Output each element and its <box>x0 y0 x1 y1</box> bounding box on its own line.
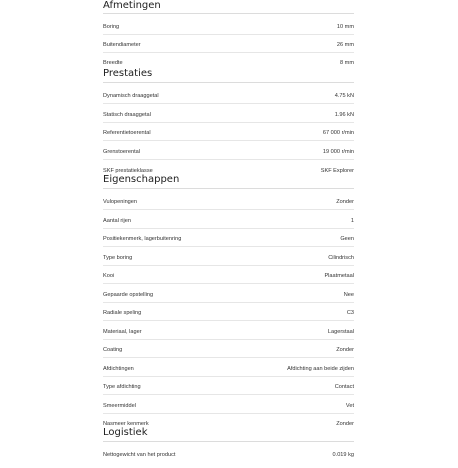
row-divider <box>103 413 354 414</box>
spec-value: SKF Explorer <box>320 168 354 174</box>
section-rule <box>103 188 354 189</box>
spec-value: Plaatmetaal <box>324 273 354 279</box>
spec-row-gepaarde-opstelling <box>103 290 354 308</box>
spec-label: Kooi <box>103 273 115 279</box>
row-divider <box>103 302 354 303</box>
spec-row-afdichtingen <box>103 364 354 382</box>
section-rule <box>103 13 354 14</box>
spec-label: Grenstoerental <box>103 149 141 155</box>
row-divider <box>103 228 354 229</box>
section-title-logistiek: Logistiek <box>103 427 148 438</box>
spec-label: Vulopeningen <box>103 199 138 205</box>
spec-label: SKF prestatieklasse <box>103 168 153 174</box>
spec-label: Dynamisch draaggetal <box>103 93 159 99</box>
spec-row-boring <box>103 22 354 40</box>
spec-label: Gepaarde opstelling <box>103 292 154 298</box>
spec-label: Materiaal, lager <box>103 329 142 335</box>
spec-value: 1 <box>350 218 354 224</box>
section-rule <box>103 441 354 442</box>
section-rule <box>103 82 354 83</box>
spec-value: 4.75 kN <box>334 93 354 99</box>
section-title-eigenschappen: Eigenschappen <box>103 174 180 185</box>
spec-label: Positiekenmerk, lagerbuitenring <box>103 236 182 242</box>
row-divider <box>103 34 354 35</box>
spec-label: Coating <box>103 347 123 353</box>
spec-row-type-afdichting <box>103 382 354 400</box>
spec-row-nettogewicht <box>103 450 354 468</box>
spec-row-positiekenmerk <box>103 234 354 252</box>
spec-row-materiaal-lager <box>103 327 354 345</box>
spec-label: Nettogewicht van het product <box>103 452 176 458</box>
spec-value: 19 000 r/min <box>322 149 354 155</box>
spec-row-coating <box>103 345 354 363</box>
row-divider <box>103 209 354 210</box>
spec-row-aantal-rijen <box>103 216 354 234</box>
spec-label: Statisch draaggetal <box>103 112 151 118</box>
row-divider <box>103 122 354 123</box>
spec-value: Zonder <box>336 199 354 205</box>
spec-value: Afdichting aan beide zijden <box>287 366 354 372</box>
spec-value: 1.96 kN <box>334 112 354 118</box>
spec-value: Contact <box>334 384 354 390</box>
spec-label: Buitendiameter <box>103 42 141 48</box>
spec-value: C3 <box>346 310 354 316</box>
row-divider <box>103 159 354 160</box>
spec-row-type-boring <box>103 253 354 271</box>
row-divider <box>103 320 354 321</box>
spec-label: Boring <box>103 24 120 30</box>
spec-value: Cilindrisch <box>328 255 354 261</box>
spec-label: Nasmeer kenmerk <box>103 421 149 427</box>
section-title-prestaties: Prestaties <box>103 68 153 79</box>
spec-row-grenstoerental <box>103 147 354 165</box>
row-divider <box>103 283 354 284</box>
spec-label: Type boring <box>103 255 133 261</box>
row-divider <box>103 394 354 395</box>
spec-row-dynamisch-draaggetal <box>103 91 354 109</box>
spec-value: Vet <box>345 403 354 409</box>
row-divider <box>103 376 354 377</box>
spec-label: Referentietoerental <box>103 130 151 136</box>
spec-label: Aantal rijen <box>103 218 131 224</box>
spec-value: 10 mm <box>336 24 354 30</box>
row-divider <box>103 246 354 247</box>
row-divider <box>103 265 354 266</box>
spec-value: Nee <box>343 292 354 298</box>
spec-row-kooi <box>103 271 354 289</box>
spec-value: 26 mm <box>336 42 354 48</box>
spec-value: Lagerstaal <box>327 329 354 335</box>
row-divider <box>103 52 354 53</box>
spec-label: Smeermiddel <box>103 403 136 409</box>
spec-row-referentietoerental <box>103 128 354 146</box>
spec-value: 0.019 kg <box>332 452 354 458</box>
row-divider <box>103 357 354 358</box>
spec-value: Geen <box>340 236 354 242</box>
spec-value: 8 mm <box>340 60 354 66</box>
spec-label: Afdichtingen <box>103 366 134 372</box>
spec-row-statisch-draaggetal <box>103 110 354 128</box>
spec-value: Zonder <box>336 347 354 353</box>
spec-row-radiale-speling <box>103 308 354 326</box>
row-divider <box>103 140 354 141</box>
section-title-afmetingen: Afmetingen <box>103 0 161 11</box>
spec-value: Zonder <box>336 421 354 427</box>
spec-label: Type afdichting <box>103 384 141 390</box>
row-divider <box>103 103 354 104</box>
spec-row-buitendiameter <box>103 40 354 58</box>
row-divider <box>103 339 354 340</box>
spec-value: 67 000 r/min <box>322 130 354 136</box>
spec-row-vulopeningen <box>103 197 354 215</box>
spec-row-smeermiddel <box>103 401 354 419</box>
spec-label: Radiale speling <box>103 310 142 316</box>
spec-label: Breedte <box>103 60 123 66</box>
